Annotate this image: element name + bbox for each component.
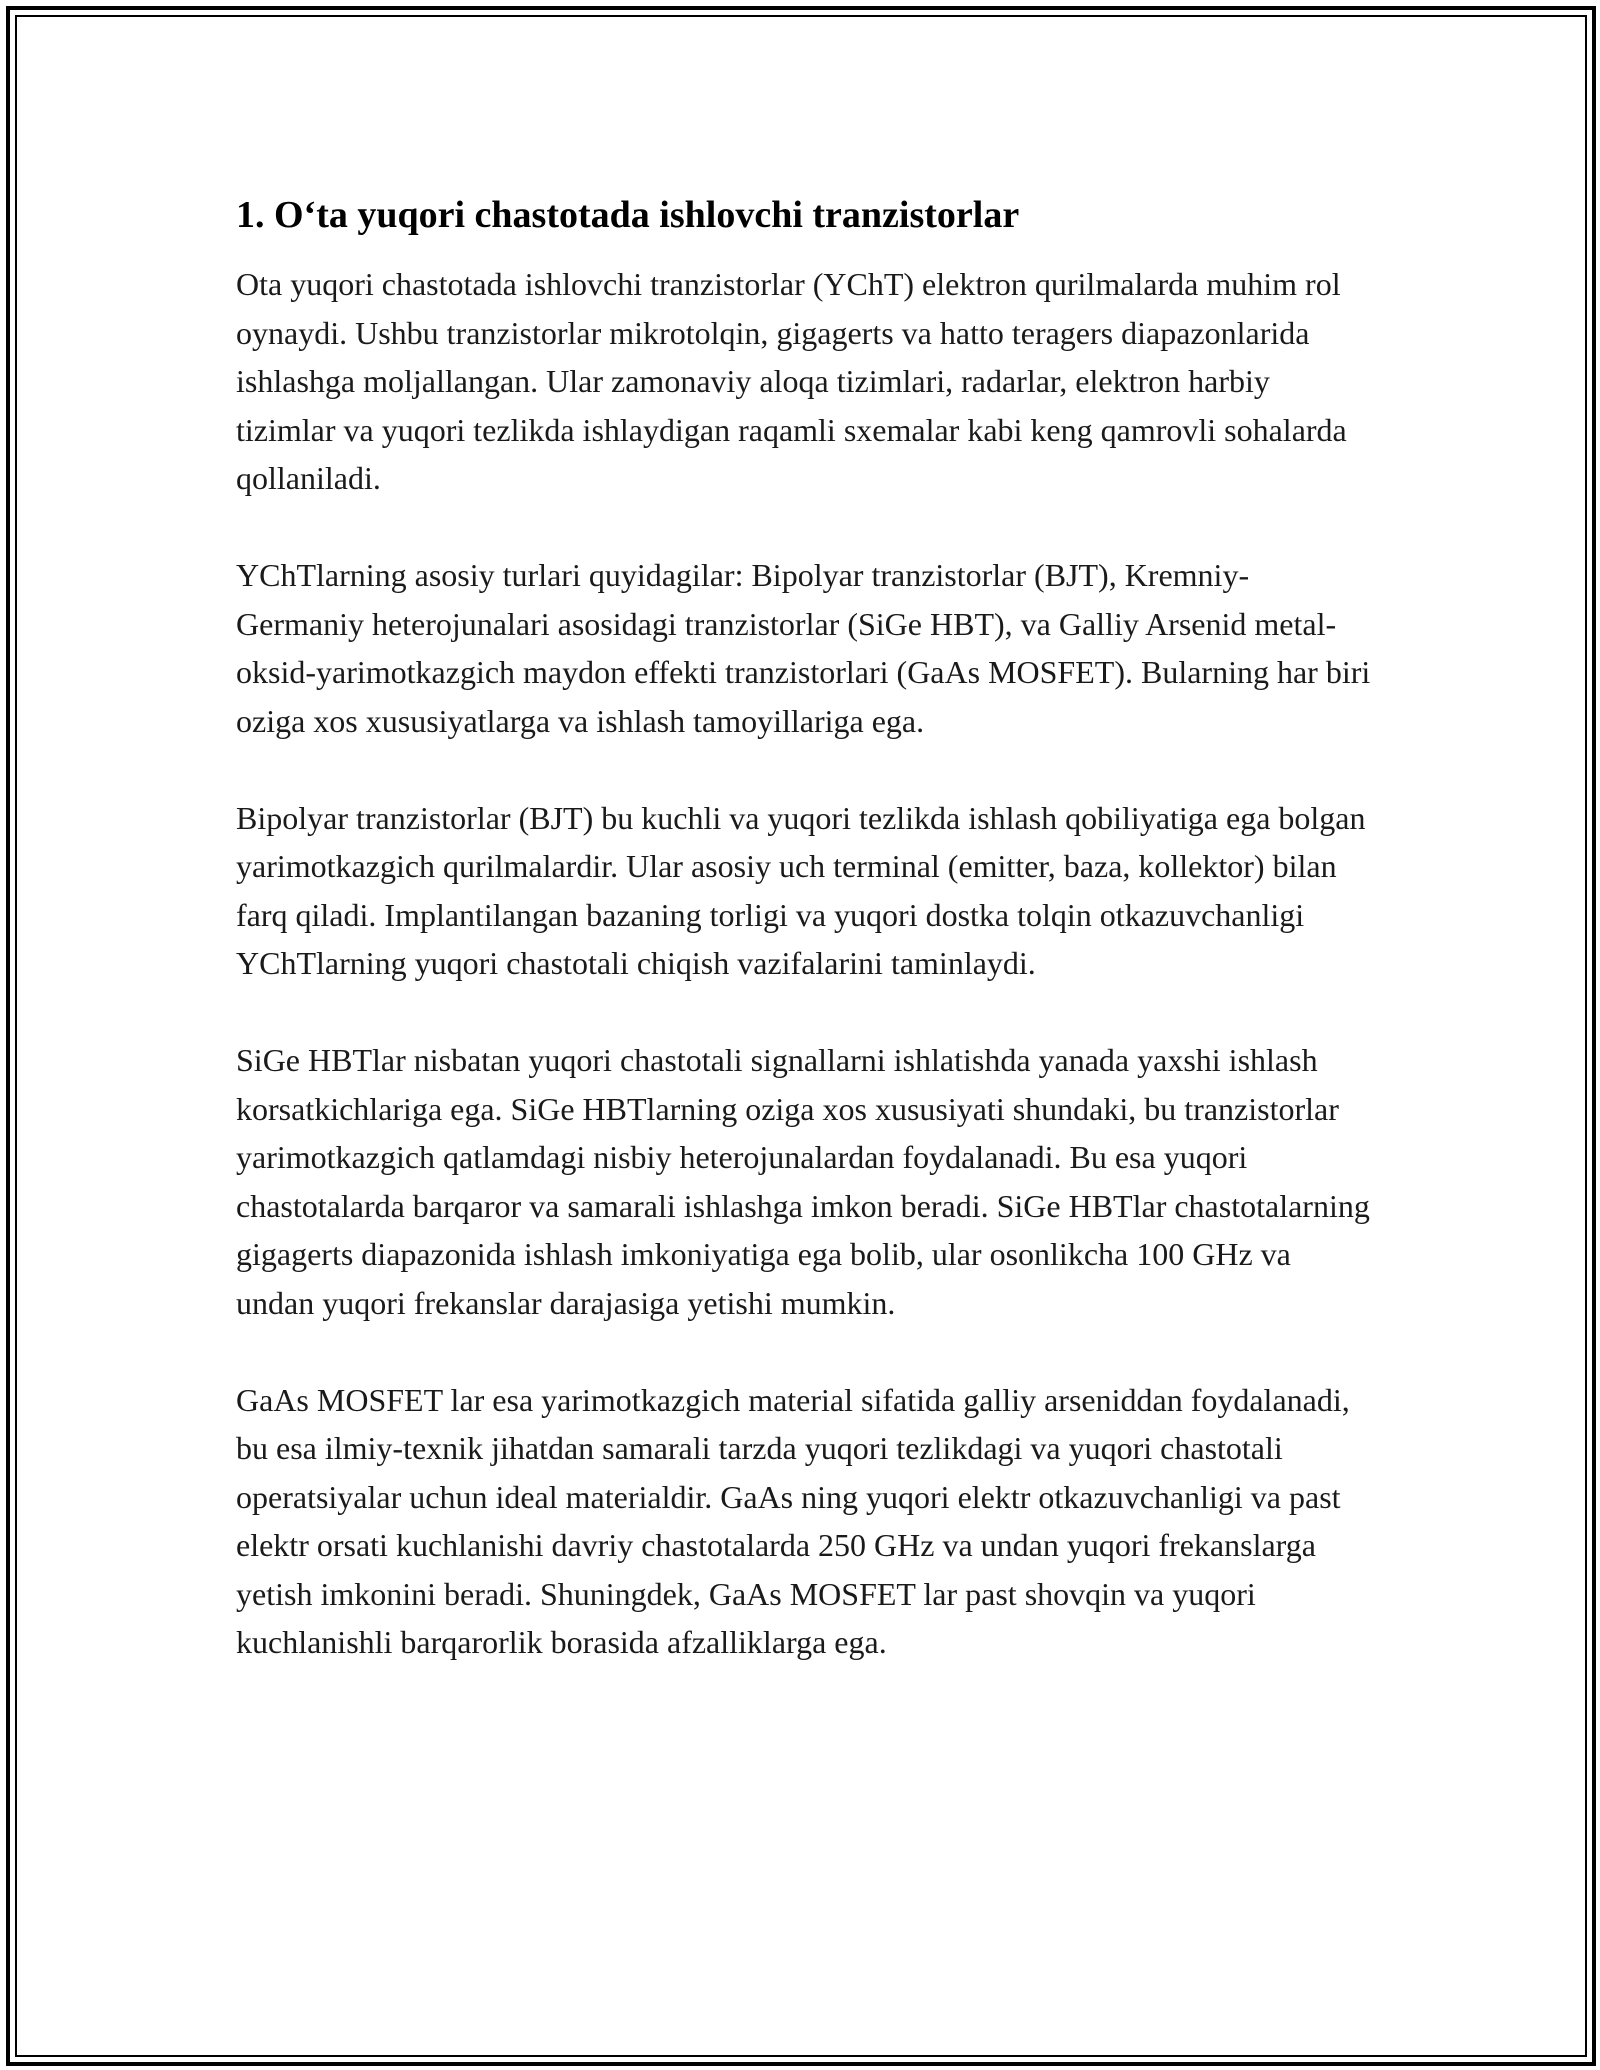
paragraph-bjt: Bipolyar tranzistorlar (BJT) bu kuchli va yuqori tezlikda ishlash qobiliyatiga ega bolgan yarimotkazgich qurilmalardir. Ular asosiy uch terminal (emitter, baza, kollektor) bilan farq qiladi. Implantilangan bazaning torligi va yuqori dostka tolqin otkazuvchanligi YChTlarning yuqori chastotali chiqish vazifalarini taminlaydi. bbox=[236, 799, 1366, 981]
paragraph-intro: Ota yuqori chastotada ishlovchi tranzistorlar (YChT) elektron qurilmalarda muhim rol oynaydi. Ushbu tranzistorlar mikrotolqin, gigagerts va hatto teragers diapazonlarida ishlashga moljallangan. Ular zamonaviy aloqa tizimlari, radarlar, elektron harbiy tizimlar va yuqori tezlikda ishlaydigan raqamli sxemalar kabi keng qamrovli sohalarda qollaniladi. bbox=[236, 266, 1347, 496]
document-body bbox=[236, 190, 1376, 1715]
paragraph-gaas-mosfet: GaAs MOSFET lar esa yarimotkazgich material sifatida galliy arseniddan foydalanadi, bu esa ilmiy-texnik jihatdan samarali tarzda yuqori tezlikdagi va yuqori chastotali operatsiyalar uchun ideal materialdir. GaAs ning yuqori elektr otkazuvchanligi va past elektr orsati kuchlanishi davriy chastotalarda 250 GHz va undan yuqori frekanslarga yetish imkonini beradi. Shuningdek, GaAs MOSFET lar past shovqin va yuqori kuchlanishli barqarorlik borasida afzalliklarga ega. bbox=[236, 1381, 1350, 1660]
paragraph-sige-hbt: SiGe HBTlar nisbatan yuqori chastotali signallarni ishlatishda yanada yaxshi ishlash korsatkichlariga ega. SiGe HBTlarning oziga xos xususiyati shundaki, bu tranzistorlar yarimotkazgich qatlamdagi nisbiy heterojunalardan foydalanadi. Bu esa yuqori chastotalarda barqaror va samarali ishlashga imkon beradi. SiGe HBTlar chastotalarning gigagerts diapazonida ishlash imkoniyatiga ega bolib, ular osonlikcha 100 GHz va undan yuqori frekanslar darajasiga yetishi mumkin. bbox=[236, 1042, 1370, 1321]
section-heading: 1. O‘ta yuqori chastotada ishlovchi tranzistorlar bbox=[236, 194, 1020, 236]
paragraph-types: YChTlarning asosiy turlari quyidagilar: Bipolyar tranzistorlar (BJT), Kremniy-Germaniy heterojunalari asosidagi tranzistorlar (SiGe HBT), va Galliy Arsenid metal-oksid-yarimotkazgich maydon effekti tranzistorlari (GaAs MOSFET). Bularning har biri oziga xos xususiyatlarga va ishlash tamoyillariga ega. bbox=[236, 557, 1371, 739]
